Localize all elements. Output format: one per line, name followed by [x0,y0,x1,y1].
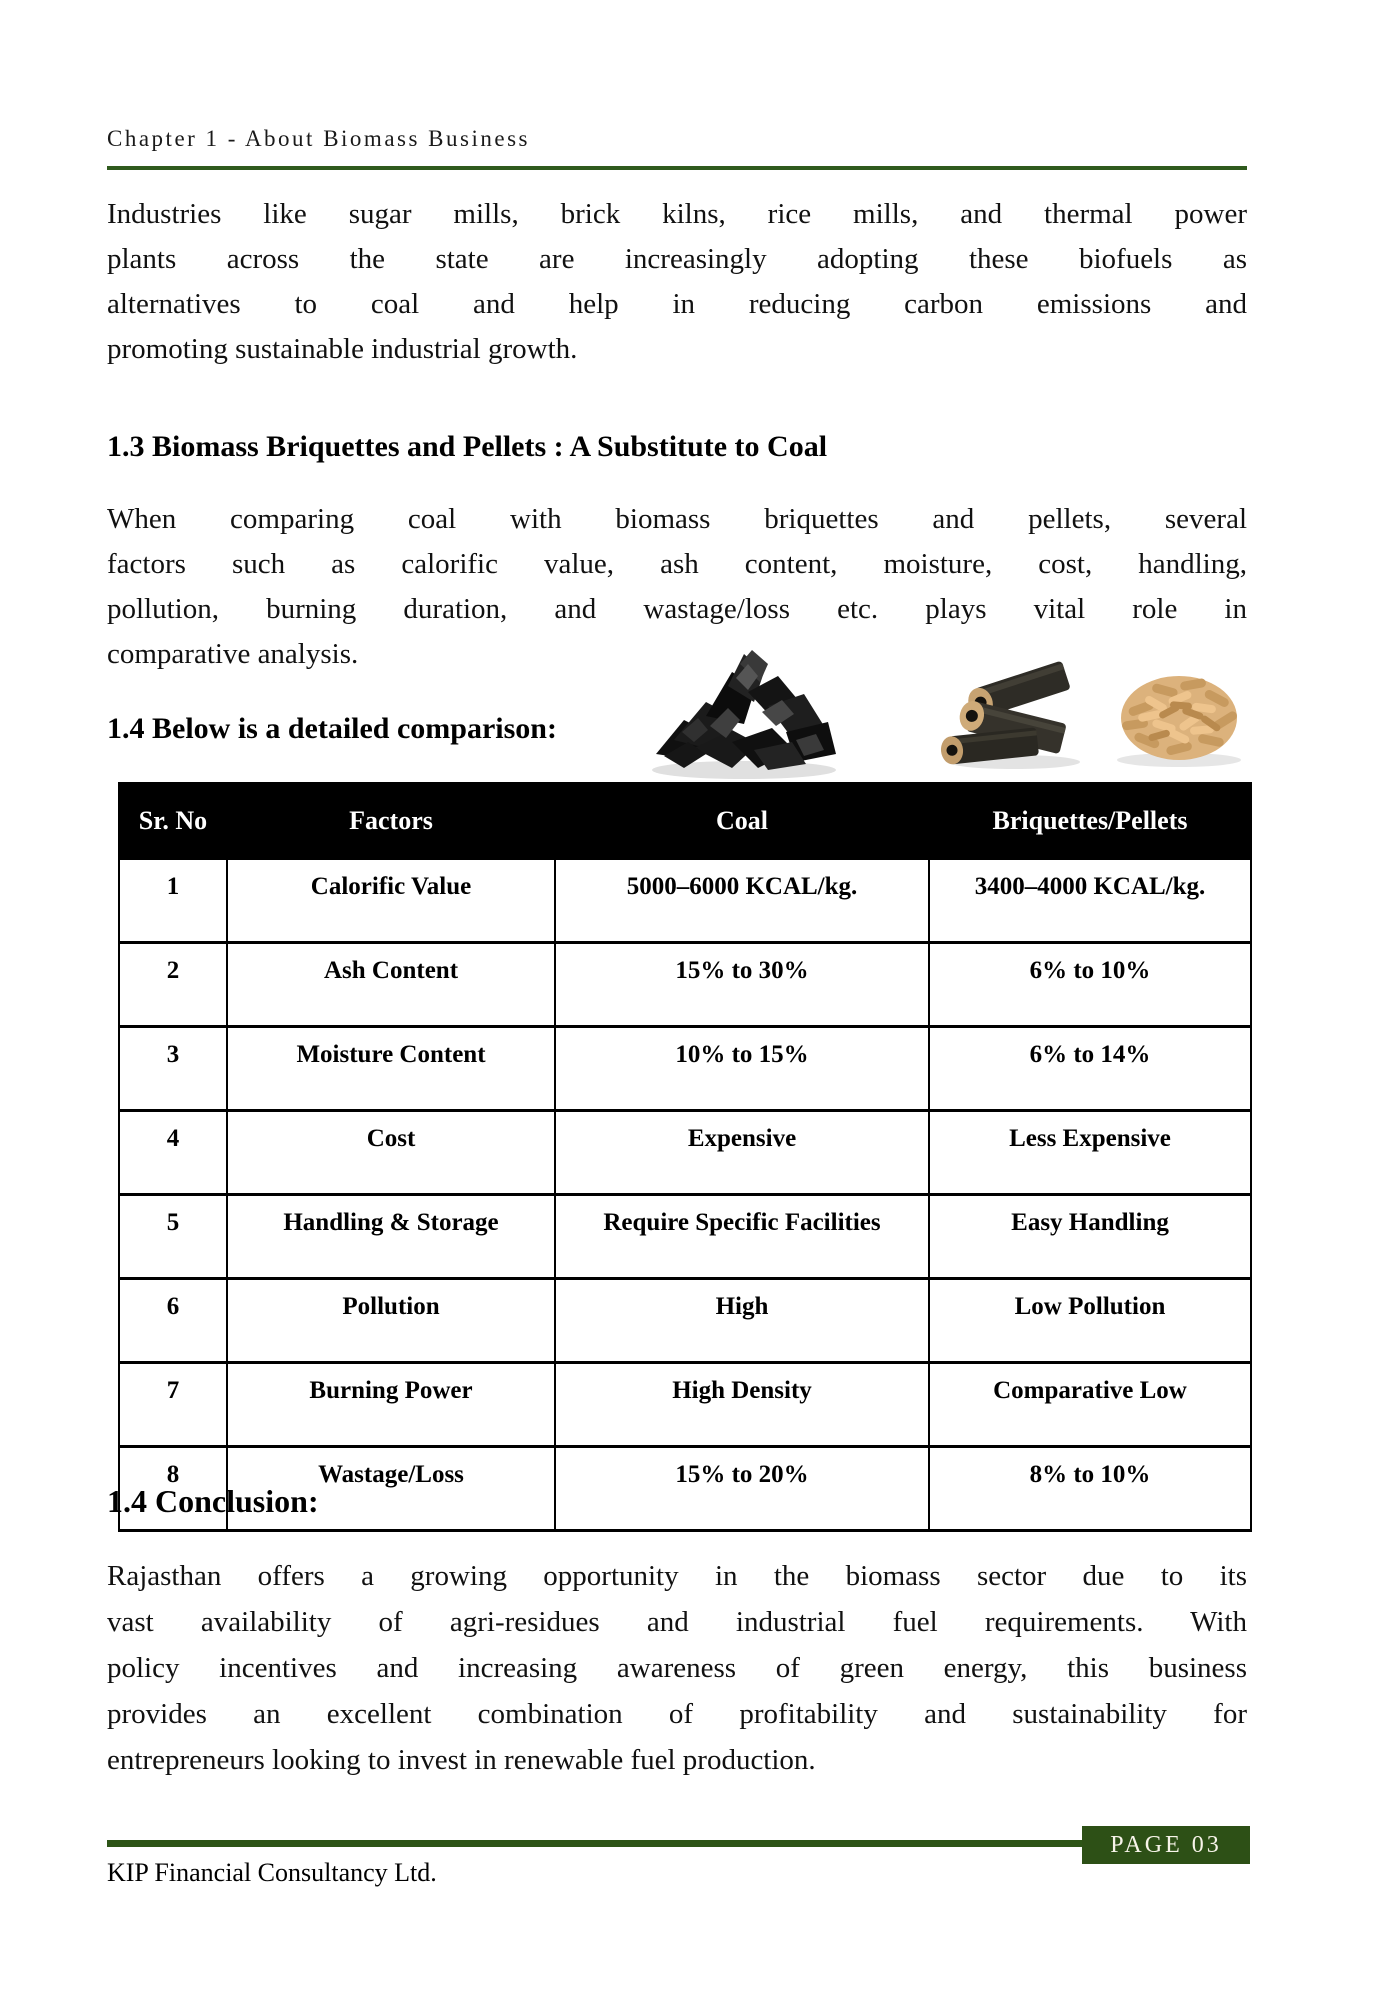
table-header-row [119,783,1251,859]
paragraph-line: provides an excellent combination of profitability and sustainability for [107,1698,1247,1730]
paragraph-line: policy incentives and increasing awareness of green energy, this business [107,1652,1247,1684]
table-cell: Comparative Low [929,1363,1251,1447]
table-row [119,1363,1251,1447]
table-cell: High Density [555,1363,929,1447]
table-cell: Moisture Content [227,1027,555,1111]
table-cell: 8% to 10% [929,1447,1251,1531]
table-cell: 2 [119,943,227,1027]
table-cell: 15% to 30% [555,943,929,1027]
table-cell: 3400–4000 KCAL/kg. [929,859,1251,943]
table-cell: 5 [119,1195,227,1279]
paragraph-line: pollution, burning duration, and wastage/loss etc. plays vital role in [107,593,1247,625]
header-divider [107,166,1247,170]
table-cell: 6% to 10% [929,943,1251,1027]
briquettes-image [938,658,1090,770]
column-header: Sr. No [119,783,227,859]
conclusion-heading: 1.4 Conclusion: [107,1483,319,1519]
table-cell: 6% to 14% [929,1027,1251,1111]
table-cell: Expensive [555,1111,929,1195]
coal-lumps-image [636,642,852,782]
conclusion-paragraph [107,1553,1247,1783]
table-cell: 15% to 20% [555,1447,929,1531]
column-header: Factors [227,783,555,859]
table-cell: Handling & Storage [227,1195,555,1279]
paragraph-line: Industries like sugar mills, brick kilns, rice mills, and thermal power [107,198,1247,230]
paragraph-line: factors such as calorific value, ash content, moisture, cost, handling, [107,548,1247,580]
table-cell: Burning Power [227,1363,555,1447]
table-cell: Less Expensive [929,1111,1251,1195]
table-cell: 7 [119,1363,227,1447]
chapter-header: Chapter 1 - About Biomass Business [107,126,530,151]
wood-pellets-image [1108,664,1250,768]
table-cell: 10% to 15% [555,1027,929,1111]
table-cell: 4 [119,1111,227,1195]
intro-paragraph [107,192,1247,372]
table-cell: Cost [227,1111,555,1195]
paragraph-line: Rajasthan offers a growing opportunity in the biomass sector due to its [107,1560,1247,1592]
footer-divider [107,1840,1250,1847]
paragraph-line: plants across the state are increasingly adopting these biofuels as [107,243,1247,275]
table-row [119,943,1251,1027]
table-cell: Calorific Value [227,859,555,943]
table-cell: Require Specific Facilities [555,1195,929,1279]
paragraph-line: alternatives to coal and help in reducing carbon emissions and [107,288,1247,320]
column-header: Coal [555,783,929,859]
table-cell: Easy Handling [929,1195,1251,1279]
table-cell: 1 [119,859,227,943]
table-cell: Wastage/Loss [227,1447,555,1531]
table-cell: Ash Content [227,943,555,1027]
section-1-3-heading: 1.3 Biomass Briquettes and Pellets : A Substitute to Coal [107,430,828,463]
paragraph-line: vast availability of agri-residues and industrial fuel requirements. With [107,1606,1247,1638]
paragraph-line: entrepreneurs looking to invest in renewable fuel production. [107,1744,816,1776]
section-1-4-heading: 1.4 Below is a detailed comparison: [107,712,557,745]
table-row [119,1195,1251,1279]
table-cell: 8 [119,1447,227,1531]
company-name: KIP Financial Consultancy Ltd. [107,1858,437,1887]
table-row [119,1027,1251,1111]
page-number-badge: PAGE 03 [1082,1826,1250,1864]
table-row [119,1279,1251,1363]
table-cell: Pollution [227,1279,555,1363]
table-cell: 6 [119,1279,227,1363]
table-row [119,1111,1251,1195]
paragraph-line: comparative analysis. [107,638,359,670]
table-cell: 5000–6000 KCAL/kg. [555,859,929,943]
column-header: Briquettes/Pellets [929,783,1251,859]
comparison-table [118,782,1252,1532]
table-row [119,859,1251,943]
table-cell: High [555,1279,929,1363]
table-cell: 3 [119,1027,227,1111]
paragraph-line: promoting sustainable industrial growth. [107,333,578,365]
paragraph-line: When comparing coal with biomass briquettes and pellets, several [107,503,1247,535]
table-cell: Low Pollution [929,1279,1251,1363]
